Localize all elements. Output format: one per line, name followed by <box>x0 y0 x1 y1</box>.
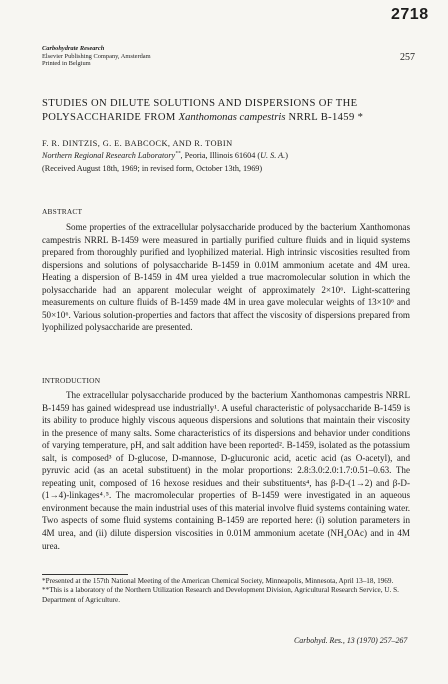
publisher-block <box>42 45 151 68</box>
publisher-name: Elsevier Publishing Company, Amsterdam <box>42 52 151 60</box>
footnote-presented: *Presented at the 157th National Meeting of the American Chemical Society, Minneapolis, Minnesota, April 13–18, 1969. <box>42 577 394 585</box>
title-line-2-suffix: NRRL B-1459 * <box>285 112 364 123</box>
handwritten-reprint-number: 2718 <box>391 6 429 23</box>
title-line-2-prefix: POLYSACCHARIDE FROM <box>42 112 179 123</box>
printed-in: Printed in Belgium <box>42 60 91 68</box>
introduction-paragraph: The extracellular polysaccharide produced by the bacterium Xanthomonas campestris NRRL B-1459 has gained widespread use industrially¹. A useful characteristic of polysaccharide B-1459 is its ability to produce highly viscous aqueous dispersions and solutions that maintain their viscosity in the presence of many salts. Some characteristics of its dispersions and behavior under conditions of varying temperature, pH, and salt addition have been reported². B-1459, isolated as the potassium salt, is composed³ of D-glucose, D-mannose, D-glucuronic acid, acetic acid (as O-acetyl), and pyruvic acid (as an acetal substituent) in the molar proportions: 2.8:3.0:2.0:1.7:0.51–0.63. The repeating unit, composed of 16 hexose residues and their substituents⁴, has β-D-(1→2) and β-D-(1→4)-linkages⁴˒⁵. The macromolecular properties of B-1459 were investigated in an aqueous environment because the main industrial uses of this material involve fluid systems containing water. Two aspects of some fluid systems containing B-1459 are reported here: (i) solution parameters in 4M urea, and (ii) dilute dispersion viscosities in 0.01M ammonium acetate (NH₄OAc) and in 4M urea. <box>42 390 410 551</box>
title-species: Xanthomonas campestris <box>178 112 286 123</box>
authors: F. R. DINTZIS, G. E. BABCOCK, AND R. TOBIN <box>42 139 233 148</box>
affiliation-footnote-mark: ** <box>175 150 181 157</box>
page-number: 257 <box>400 52 415 63</box>
title-line-2 <box>42 111 410 125</box>
journal-name: Carbohydrate Research <box>42 45 105 52</box>
abstract-heading: ABSTRACT <box>42 207 83 216</box>
affiliation <box>42 151 288 160</box>
abstract-paragraph: Some properties of the extracellular polysaccharide produced by the bacterium Xanthomonas campestris NRRL B-1459 were measured in partially purified culture fluids and in liquid systems prepared from thoroughly purified and lyophilized material. High intrinsic viscosities resulted from dispersions and solutions of polysaccharide B-1459 in 0.01M ammonium acetate and 4M urea. Heating a dispersion of B-1459 in 4M urea yielded a true macromolecular solution in which the polysaccharide had an apparent molecular weight of approximately 2×10⁶. Light-scattering measurements on culture fluids of B-1459 made 4M in urea gave molecular weights of 13×10⁶ and 50×10⁶. Various solution-properties and factors that affect the viscosity of dispersions prepared from lyophilized polysaccharide are presented. <box>42 222 410 333</box>
introduction-heading: INTRODUCTION <box>42 376 101 385</box>
introduction-body <box>42 389 410 552</box>
affiliation-close: ) <box>285 151 288 160</box>
abstract-body <box>42 221 410 334</box>
affiliation-country: U. S. A. <box>260 151 286 160</box>
footnotes <box>42 577 410 605</box>
footnote-rule <box>42 574 128 575</box>
footnote-laboratory: **This is a laboratory of the Northern Utilization Research and Development Division, Agricultural Research Service, U. S. Department of Agriculture. <box>42 586 399 604</box>
received-dates: (Received August 18th, 1969; in revised form, October 13th, 1969) <box>42 164 263 173</box>
journal-citation: Carbohyd. Res., 13 (1970) 257–267 <box>294 636 408 645</box>
affiliation-location: , Peoria, Illinois 61604 ( <box>180 151 261 160</box>
affiliation-lab: Northern Regional Research Laboratory <box>42 151 176 160</box>
article-title <box>42 97 410 125</box>
title-line-1: STUDIES ON DILUTE SOLUTIONS AND DISPERSIONS OF THE <box>42 98 358 109</box>
